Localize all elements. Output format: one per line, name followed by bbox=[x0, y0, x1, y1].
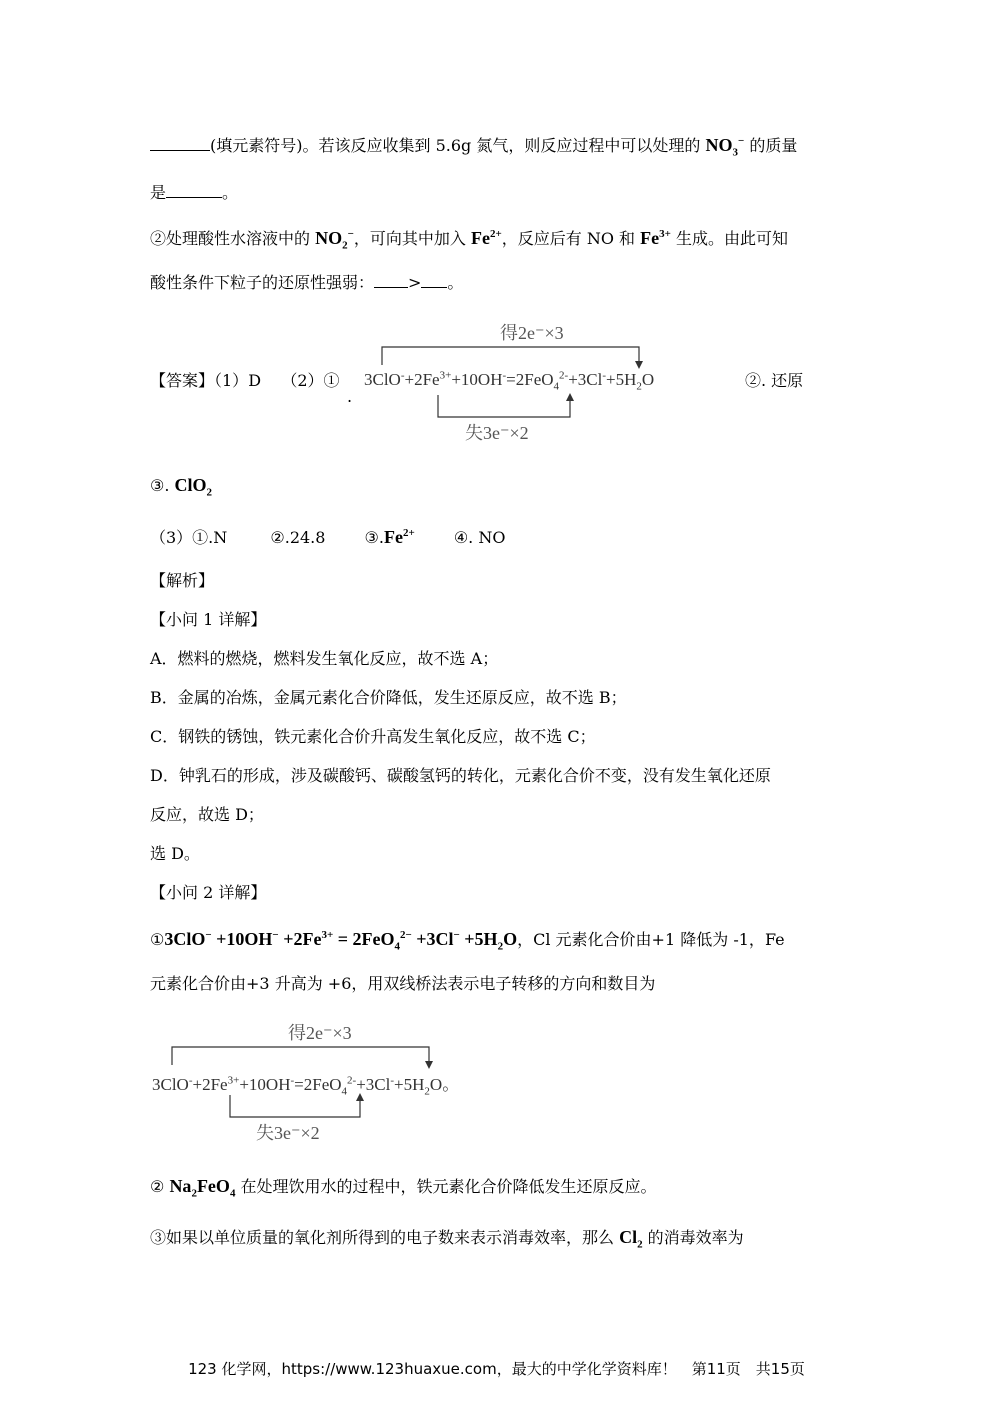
answer-2-2: ②. 还原 bbox=[745, 371, 804, 390]
text-line-4: 酸性条件下粒子的还原性强弱： > 。 bbox=[150, 273, 464, 292]
text: 氮气，则反应过程中可以处理的 bbox=[471, 136, 706, 155]
option-b: B．金属的冶炼，金属元素化合价降低，发生还原反应，故不选 B； bbox=[150, 688, 627, 707]
formula-fe3: $Fe^{3+}$ bbox=[640, 228, 671, 248]
gain-label: 得2e⁻×3 bbox=[288, 1023, 352, 1043]
text-line-3: ②处理酸性水溶液中的 $NO_2^-$，可向其中加入 $Fe^{2+}$，反应后有 NO 和 $Fe^{3+}$ 生成。由此可知 bbox=[150, 228, 788, 252]
lose-label: 失3e⁻×2 bbox=[256, 1123, 320, 1143]
answer-2-3: ③. ClO$_2$ bbox=[150, 475, 213, 499]
value: 5.6g bbox=[435, 136, 472, 155]
electron-transfer-scheme-1 bbox=[360, 315, 730, 445]
cl2-line: ③如果以单位质量的氧化剂所得到的电子数来表示消毒效率，那么 $Cl_2$ 的消毒效率为 bbox=[150, 1227, 744, 1251]
section-analysis: 【解析】 bbox=[150, 571, 215, 590]
text-line-1 bbox=[150, 134, 797, 157]
scheme-equation: $3ClO^-+2Fe^{3+}+10OH^-=2FeO_4^{2-}+3Cl^-+5H_2O$ bbox=[364, 369, 655, 393]
answer-line: 【答案】（1）D （2）① bbox=[150, 371, 340, 390]
selection: 选 D。 bbox=[150, 844, 200, 863]
formula-fe2: $Fe^{2+}$ bbox=[470, 228, 502, 248]
formula-clo2: ClO$_2$ bbox=[174, 475, 213, 499]
dot: . bbox=[347, 387, 353, 406]
option-d-line-2: 反应，故选 D； bbox=[150, 805, 264, 824]
formula-no2: $NO_2^-$ bbox=[315, 228, 354, 252]
formula-fe2: $Fe^{2+}$ bbox=[383, 527, 415, 547]
option-a: A．燃料的燃烧，燃料发生氧化反应，故不选 A； bbox=[150, 649, 499, 668]
blank bbox=[166, 183, 222, 198]
section-q1: 【小问 1 详解】 bbox=[150, 610, 267, 629]
text-line-2: 是 。 bbox=[150, 183, 239, 202]
section-q2: 【小问 2 详解】 bbox=[150, 883, 267, 902]
text: (填元素符号)。若该反应收集到 bbox=[210, 136, 436, 155]
ionic-equation: $3ClO^- +10OH^- +2Fe^{3+} = 2FeO_4^{2-} +3Cl^- +5H_2O$ bbox=[164, 929, 518, 953]
electron-transfer-scheme-2 bbox=[150, 1015, 540, 1145]
lose-label: 失3e⁻×2 bbox=[465, 423, 529, 443]
scheme-equation: $3ClO^-+2Fe^{3+}+10OH^-=2FeO_4^{2-}+3Cl^-+5H_2O$。 bbox=[152, 1074, 460, 1098]
na2feo4-line: ② $Na_2FeO_4$ 在处理饮用水的过程中，铁元素化合价降低发生还原反应。 bbox=[150, 1176, 657, 1200]
gain-label: 得2e⁻×3 bbox=[500, 323, 564, 343]
formula-cl2: $Cl_2$ bbox=[619, 1227, 643, 1251]
equation-line: ①3ClO− $+10OH^- +2Fe^{3+} = 2FeO_4^{2-} +3Cl^- +5H_2O$，Cl 元素化合价由+1 降低为 -1，Fe bbox=[150, 929, 785, 953]
page-footer: 123 化学网，https://www.123huaxue.com，最大的中学化学资料库！ 第11页 共15页 bbox=[188, 1360, 805, 1378]
option-c: C．钢铁的锈蚀，铁元素化合价升高发生氧化反应，故不选 C； bbox=[150, 727, 596, 746]
formula-na2feo4: $Na_2FeO_4$ bbox=[169, 1176, 236, 1200]
formula-no3: $NO_3^-$ bbox=[705, 135, 745, 159]
option-d-line-1: D．钟乳石的形成，涉及碳酸钙、碳酸氢钙的转化，元素化合价不变，没有发生氧化还原 bbox=[150, 766, 771, 785]
blank bbox=[150, 136, 210, 151]
text: 的质量 bbox=[744, 136, 798, 155]
fe-valence-line: 元素化合价由+3 升高为 +6，用双线桥法表示电子转移的方向和数目为 bbox=[150, 974, 656, 993]
answer-3: （3）①.N ②.24.8 $③.Fe^{2+}$ ④. NO bbox=[150, 527, 506, 547]
